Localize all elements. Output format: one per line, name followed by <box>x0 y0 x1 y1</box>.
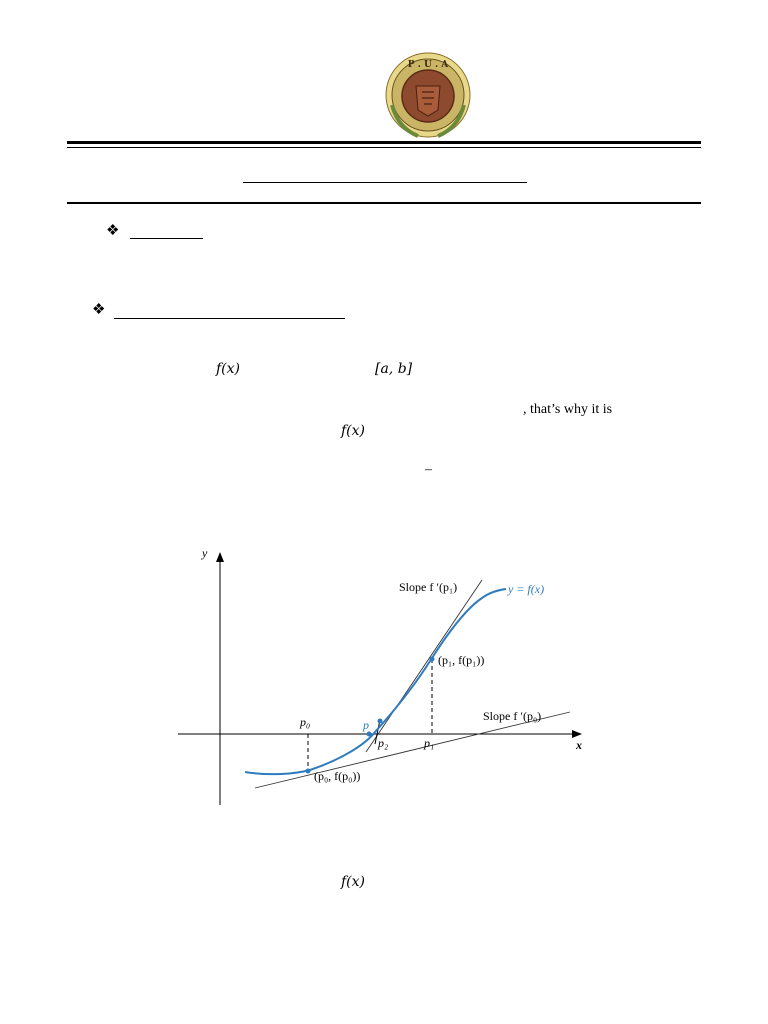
header-rule-thick <box>67 141 701 144</box>
math-fx: f(x) <box>341 423 366 439</box>
slope-p1-label: Slope f ′(p₁) <box>399 580 458 594</box>
dash-fragment: – <box>425 462 432 477</box>
point-p-dot <box>367 732 372 737</box>
math-interval: [a, b] <box>375 361 413 377</box>
y-axis-arrow <box>216 552 224 562</box>
svg-text:P . U . A: P . U . A <box>407 60 449 70</box>
math-fx: f(x) <box>341 874 366 890</box>
tick-p-label: p <box>363 718 369 732</box>
point-p1-dot <box>430 657 435 662</box>
point-p0-label: (p₀, f(p₀)) <box>314 769 361 783</box>
point-p0-dot <box>306 769 311 774</box>
slope-p0-label: Slope f ′(p₀) <box>483 709 542 723</box>
body-text-fragment: , that’s why it is <box>523 402 613 417</box>
section-rule <box>67 202 701 204</box>
function-curve <box>245 589 506 774</box>
title-underline <box>243 182 527 183</box>
header-rule-thin <box>67 147 701 148</box>
bullet-heading-underline <box>130 238 203 239</box>
point-p2-dot <box>378 719 383 724</box>
curve-label: y = f(x) <box>508 582 545 596</box>
bullet-heading-underline <box>114 318 345 319</box>
y-axis-label: y <box>202 546 208 560</box>
math-fx: f(x) <box>216 361 241 377</box>
university-seal-logo <box>384 50 472 140</box>
newton-method-figure <box>170 540 600 815</box>
bullet-icon: ❖ <box>92 302 106 318</box>
tick-p0-label: p₀ <box>300 715 311 729</box>
tick-p2-label: p₂ <box>378 736 389 750</box>
x-axis-arrow <box>572 730 582 738</box>
point-p1-label: (p₁, f(p₁)) <box>438 653 485 667</box>
x-axis-label: x <box>576 738 582 752</box>
tick-p1-label: p₁ <box>424 736 435 750</box>
bullet-icon: ❖ <box>106 223 120 239</box>
